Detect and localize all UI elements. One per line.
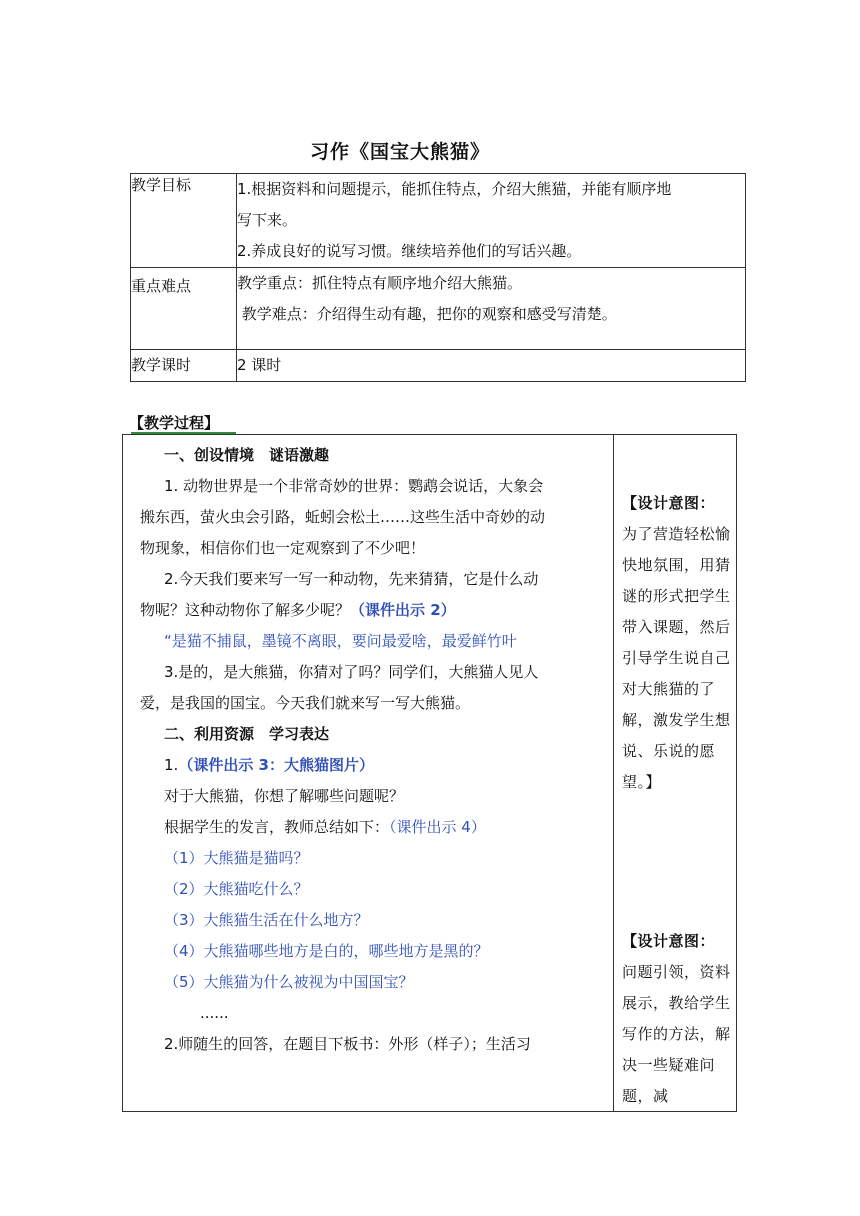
lesson-info-table — [130, 173, 746, 382]
section-title: 一、创设情境 谜语激趣 — [164, 446, 330, 464]
paragraph-text: 物呢？这种动物你了解多少呢？ — [140, 601, 351, 619]
note-body: 为了营造轻松愉快地氛围，用猜谜的形式把学生带入课题，然后引导学生说自己对大熊猫的了解，激发学生想说、乐说的愿望。】 — [622, 525, 731, 791]
paragraph-line: 搬东西，萤火虫会引路，蚯蚓会松土……这些生活中奇妙的动 — [140, 508, 546, 526]
question-item: （1）大熊猫是猫吗？ — [164, 849, 309, 867]
label-cell: 教学课时 — [131, 350, 237, 382]
label-cell: 教学目标 — [131, 174, 237, 268]
process-heading: 【教学过程】 — [129, 414, 220, 432]
value-cell — [237, 268, 746, 350]
paragraph-line: 对于大熊猫，你想了解哪些问题呢？ — [164, 787, 405, 805]
paragraph-line: 爱，是我国的国宝。今天我们就来写一写大熊猫。 — [140, 694, 471, 712]
ellipsis: ...... — [200, 1004, 229, 1022]
label-cell: 重点难点 — [131, 268, 237, 350]
paragraph-line: 3.是的，是大熊猫，你猜对了吗？同学们，大熊猫人见人 — [164, 663, 539, 681]
riddle-line: “是猫不捕鼠，墨镜不离眼，要问最爱啥，最爱鲜竹叶 — [164, 632, 517, 650]
question-item: （5）大熊猫为什么被视为中国国宝？ — [164, 973, 414, 991]
focus-line: 教学重点：抓住特点有顺序地介绍大熊猫。 — [237, 274, 523, 292]
courseware-ref: （课件出示 3：大熊猫图片） — [178, 756, 374, 774]
table-row — [131, 350, 746, 382]
difficulty-line: 教学难点：介绍得生动有趣，把你的观察和感受写清楚。 — [237, 305, 617, 323]
value-cell — [237, 174, 746, 268]
objective-line: 1.根据资料和问题提示，能抓住特点，介绍大熊猫，并能有顺序地 — [237, 180, 672, 198]
question-item: （3）大熊猫生活在什么地方？ — [164, 911, 369, 929]
courseware-ref: （课件出示 2） — [350, 601, 456, 619]
process-content — [140, 440, 610, 1060]
note-body: 问题引领，资料展示，教给学生写作的方法，解决一些疑难问题，减 — [622, 963, 731, 1105]
table-row — [131, 174, 746, 268]
paragraph-line — [140, 750, 610, 781]
note-head: 【设计意图： — [622, 494, 716, 512]
paragraph-line: 2.今天我们要来写一写一种动物，先来猜猜，它是什么动 — [164, 570, 539, 588]
objective-line: 写下来。 — [237, 211, 298, 229]
objective-line: 2.养成良好的说写习惯。继续培养他们的写话兴趣。 — [237, 242, 582, 260]
paragraph-line: 物现象，相信你们也一定观察到了不少吧！ — [140, 539, 426, 557]
column-divider — [613, 434, 614, 1112]
courseware-ref: （课件出示 4） — [389, 818, 486, 836]
paragraph-text: 根据学生的发言，教师总结如下： — [164, 818, 390, 836]
table-row — [131, 268, 746, 350]
design-note-1 — [622, 488, 732, 798]
value-cell: 2 课时 — [237, 350, 746, 382]
section-title: 二、利用资源 学习表达 — [164, 725, 330, 743]
paragraph-line: 1. 动物世界是一个非常奇妙的世界：鹦鹉会说话，大象会 — [164, 477, 544, 495]
note-head: 【设计意图： — [622, 932, 716, 950]
question-item: （4）大熊猫哪些地方是白的，哪些地方是黑的？ — [164, 942, 489, 960]
paragraph-line: 2.师随生的回答，在题目下板书：外形（样子）；生活习 — [164, 1035, 531, 1053]
paragraph-line — [140, 595, 610, 626]
design-note-2 — [622, 926, 732, 1112]
page-title: 习作《国宝大熊猫》 — [309, 141, 490, 163]
paragraph-line — [140, 812, 610, 843]
question-item: （2）大熊猫吃什么？ — [164, 880, 309, 898]
item-number: 1. — [164, 756, 179, 774]
